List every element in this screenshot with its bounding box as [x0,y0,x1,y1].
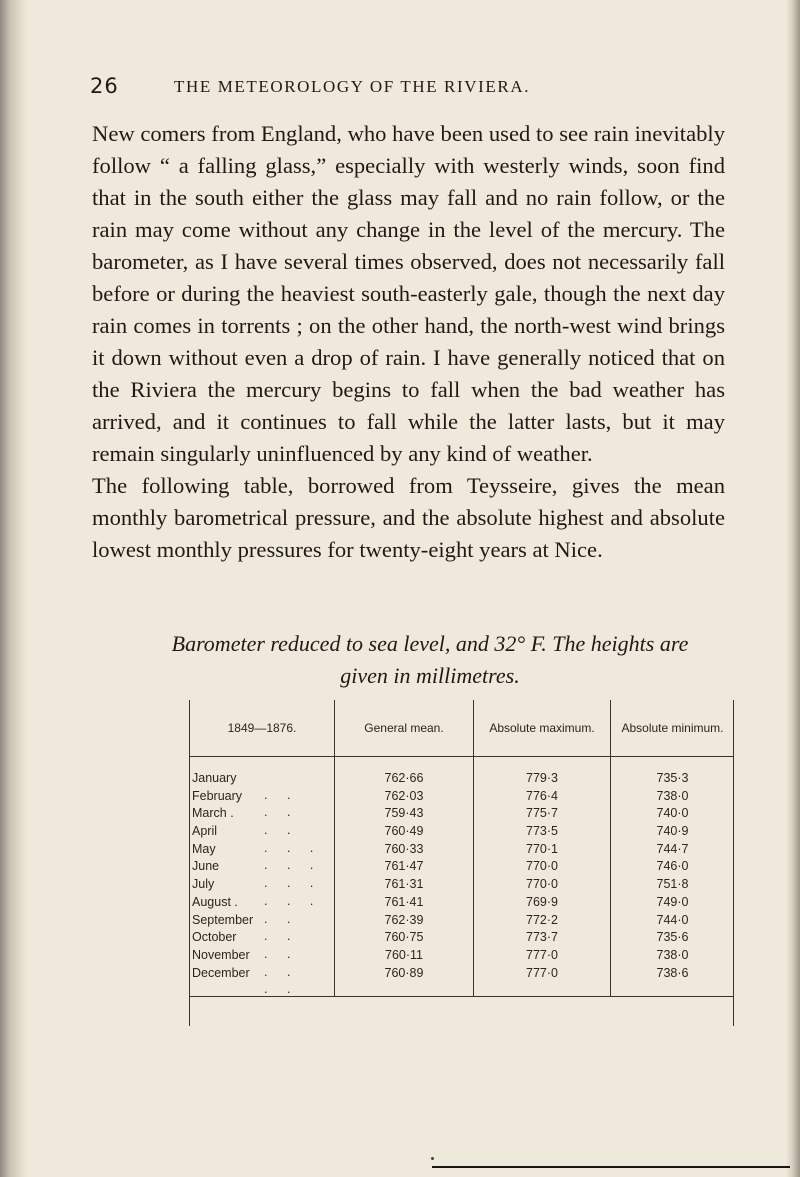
month-label: July [192,877,215,892]
month-label: March . [192,806,234,821]
month-label: October [192,930,237,945]
month-label: February [192,788,243,803]
mean-value: 760·11 [385,947,423,962]
column-header-period: 1849—1876. [190,700,335,757]
running-title: THE METEOROLOGY OF THE RIVIERA. [174,77,531,96]
leader-dots: . . . [264,840,322,855]
mean-column [335,757,474,997]
paragraph: The following table, borrowed from Teysseire, gives the mean monthly barometrical pressure, and the absolute highest and absolute lowest monthly pressures for twenty-eight years at Nice. [92,473,725,562]
leader-dots: . . . [264,876,322,891]
leader-dots: . . [264,982,299,997]
column-header-max: Absolute maximum. [474,700,611,757]
month-label: April [192,824,218,839]
table-caption: Barometer reduced to sea level, and 32° F. The heights are given in millimetres. [171,631,689,688]
max-value: 779·3 [526,771,558,785]
max-value: 777·0 [526,947,558,962]
max-value: 775·7 [526,806,558,821]
page-number: 26 [90,74,119,98]
max-value: 773·5 [526,824,558,839]
min-value: 740·9 [656,824,689,839]
max-value: 776·4 [526,788,558,803]
mean-value: 760·75 [384,930,424,945]
mean-value: 762·03 [384,788,424,803]
month-label: June [192,859,220,874]
page-edge [786,0,800,1177]
paragraph: New comers from England, who have been used to see rain inevitably follow “ a falling glass,” especially with westerly winds, soon find that in the south either the glass may fall and no rain follow, or the rain may come without any change in the level of the mercury. The barometer, as I have several times observed, does not necessarily fall before or during the heaviest south-easterly gale, though the next day rain comes in torrents ; on the other hand, the north-west wind brings it down without even a drop of rain. I have generally noticed that on the Riviera the mercury begins to fall when the bad weather has arrived, and it continues to fall while the latter lasts, but it may remain singularly uninfluenced by any kind of weather. [92,121,725,466]
table-header-row [190,700,734,757]
mean-value: 760·89 [384,965,424,980]
min-value: 735·3 [656,771,689,785]
mean-value: 761·31 [384,877,424,892]
month-column [190,757,335,997]
leader-dots: . . [264,929,299,944]
leader-dots: . . [264,911,299,926]
month-label: December [192,965,250,980]
mean-value: 762·66 [384,771,424,785]
min-value: 751·8 [656,877,689,892]
leader-dots: . . [264,946,299,961]
page-header [90,74,730,100]
leader-dots: . . [264,787,299,802]
bottom-rule [432,1166,790,1168]
mean-value: 760·49 [384,824,424,839]
min-value: 735·6 [656,930,689,945]
max-value: 770·0 [526,859,558,874]
table-body-row [190,757,734,997]
ink-dot [431,1157,434,1160]
month-label: November [192,947,250,962]
max-value: 772·2 [526,912,558,927]
leader-dots: . . [264,964,299,979]
mean-value: 759·43 [384,806,424,821]
min-value: 740·0 [656,806,689,821]
min-value: 746·0 [656,859,689,874]
column-header-mean: General mean. [335,700,474,757]
month-label: May [192,841,216,856]
min-value: 749·0 [656,894,689,909]
mean-value: 760·33 [384,841,424,856]
max-value: 769·9 [526,894,558,909]
month-label: September [192,912,254,927]
min-value: 744·7 [656,841,689,856]
min-value: 738·0 [656,947,689,962]
min-value: 744·0 [656,912,689,927]
leader-dots: . . [264,823,299,838]
max-value: 770·0 [526,877,558,892]
month-label: January [192,771,237,785]
leader-dots: . . [264,805,299,820]
mean-value: 762·39 [384,912,424,927]
month-label: August . [192,894,238,909]
max-value: 770·1 [526,841,558,856]
mean-value: 761·47 [384,859,424,874]
max-value: 773·7 [526,930,558,945]
max-value: 777·0 [526,965,558,980]
column-header-min: Absolute minimum. [611,700,735,757]
body-text [92,118,725,566]
binding-gutter [0,0,28,1177]
max-column [474,757,611,997]
leader-dots: . . . [264,893,322,908]
mean-value: 761·41 [384,894,424,909]
min-value: 738·6 [656,965,689,980]
min-value: 738·0 [656,788,689,803]
barometer-table [190,700,734,997]
min-column [611,757,735,997]
leader-dots: . . . [264,858,322,873]
